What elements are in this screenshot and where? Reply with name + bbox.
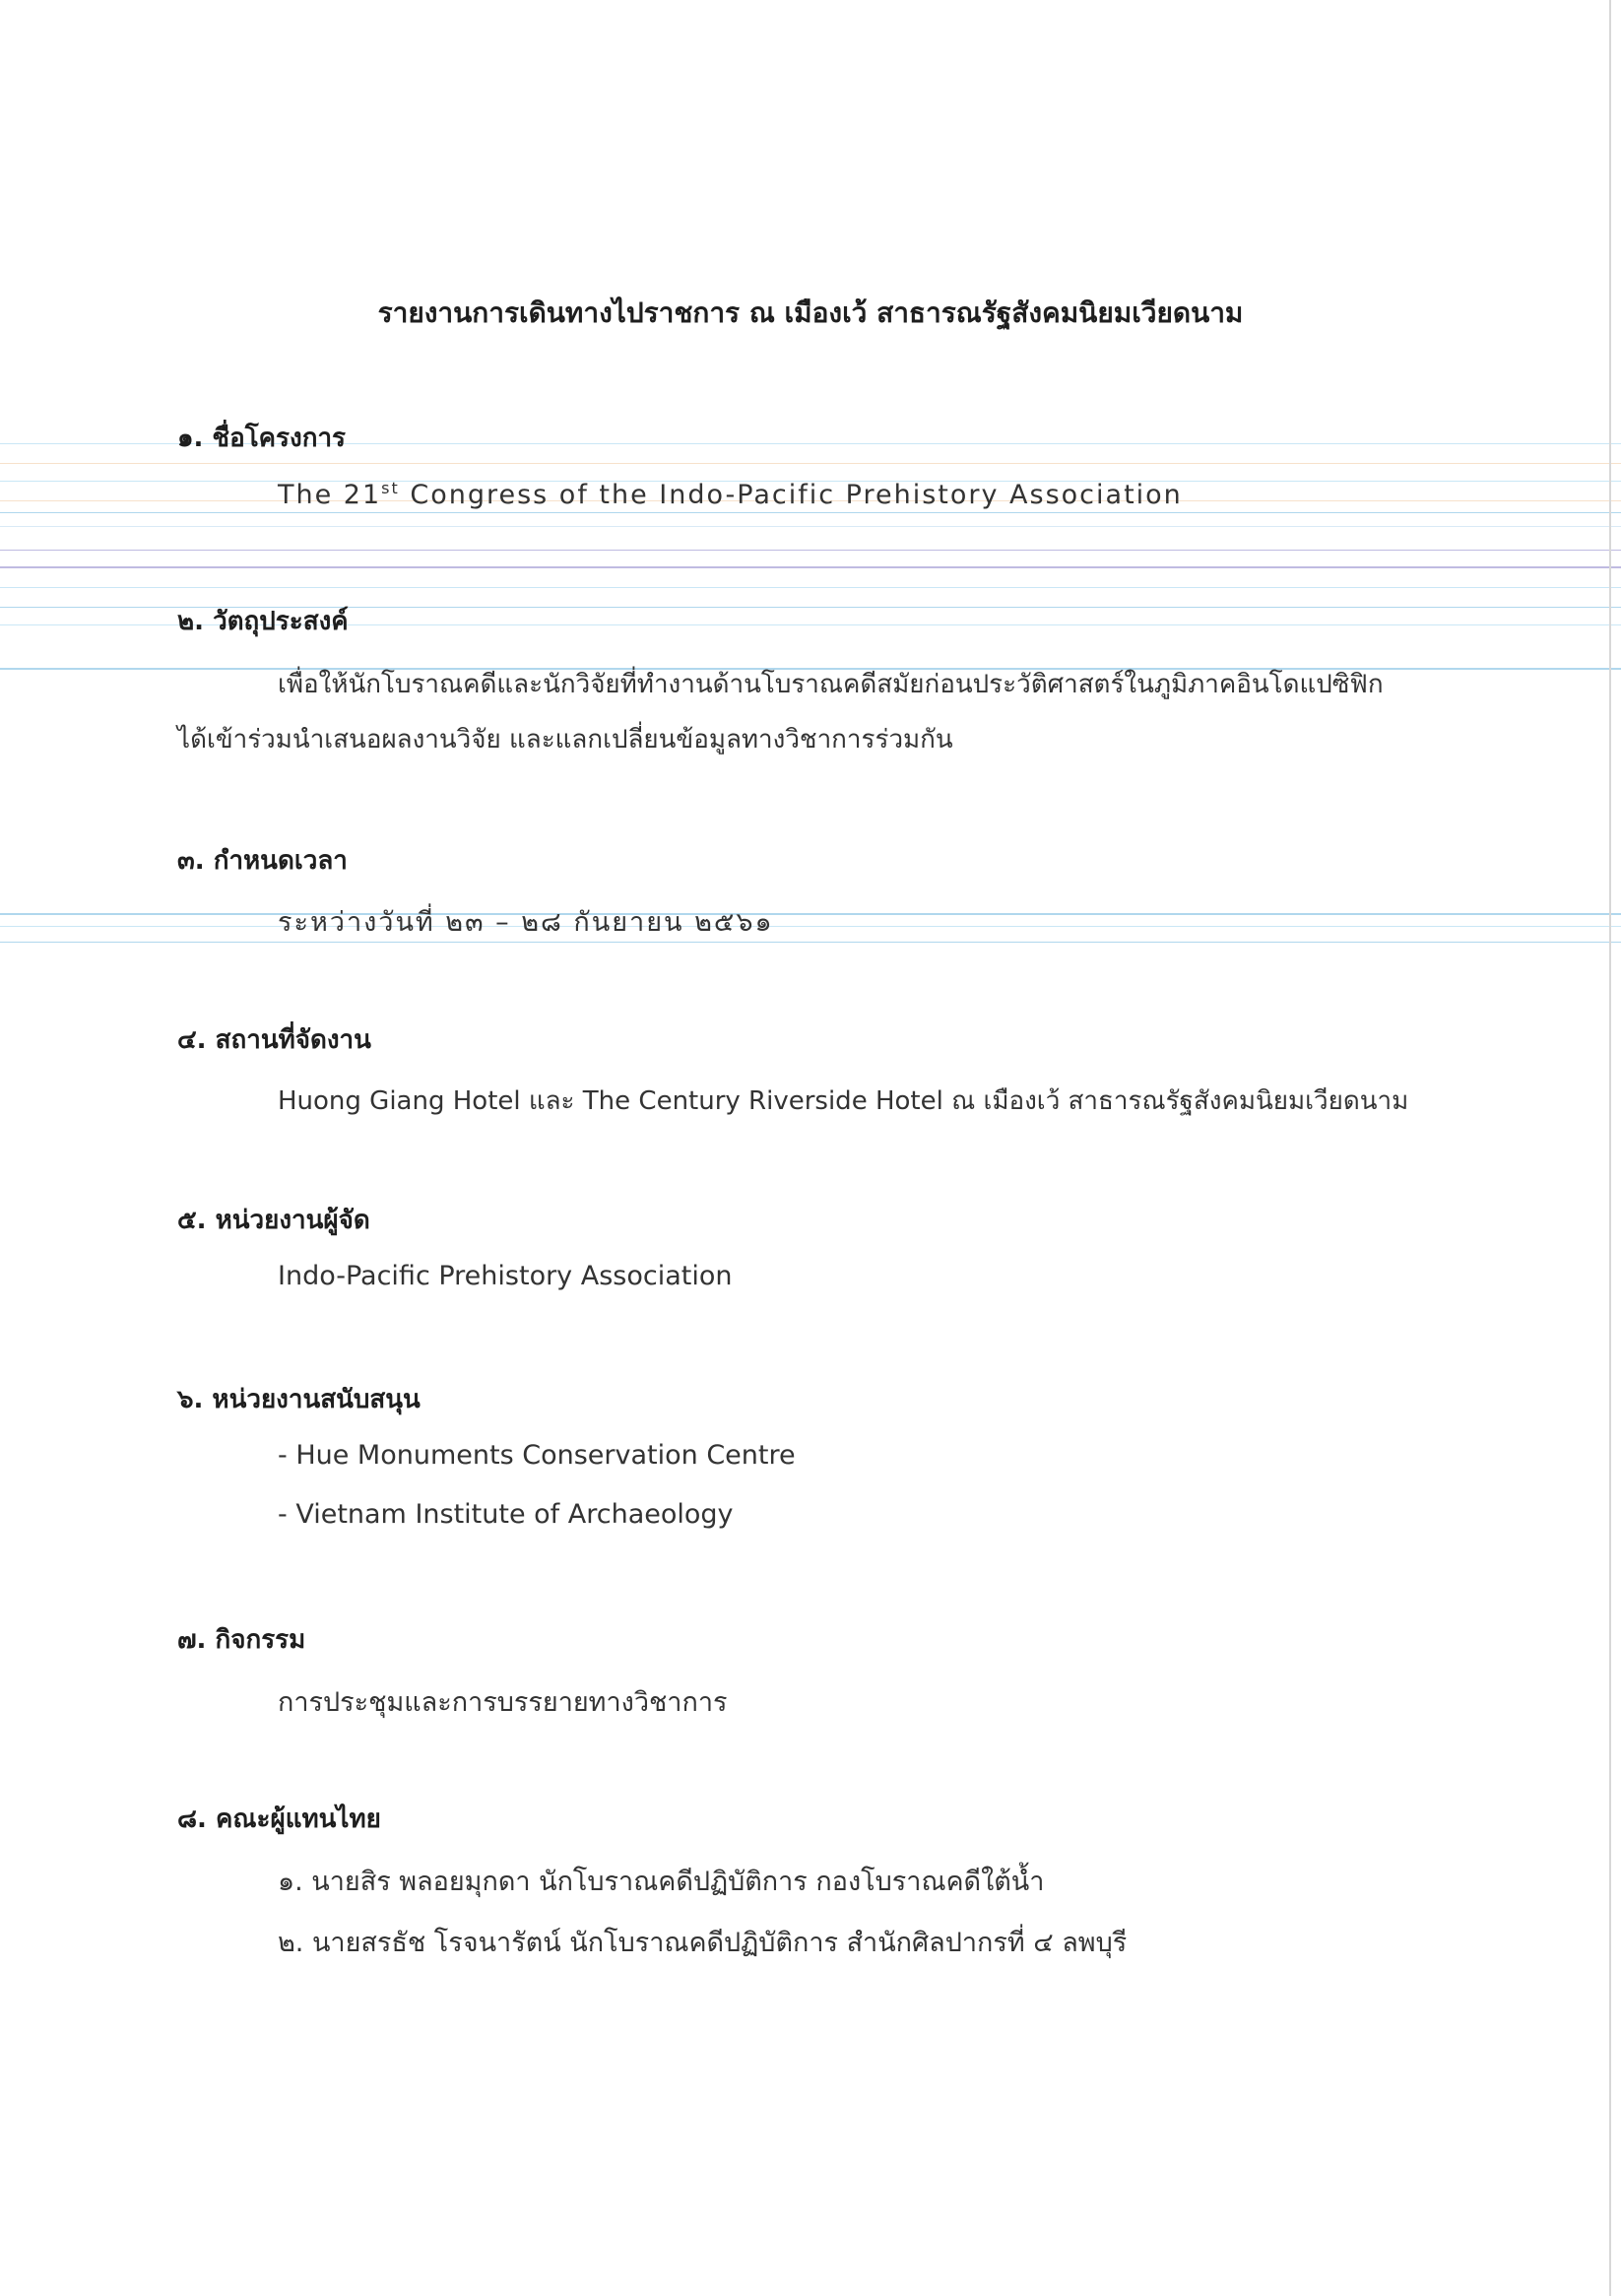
scan-artifact-line <box>0 913 1621 915</box>
scan-artifact-line <box>0 512 1621 513</box>
organizer-text: Indo-Pacific Prehistory Association <box>278 1261 733 1291</box>
scan-artifact-line <box>0 926 1621 927</box>
objective-line-2: ได้เข้าร่วมนำเสนอผลงานวิจัย และแลกเปลี่ยนข้อมูลทางวิชาการร่วมกัน <box>177 725 953 754</box>
project-name <box>278 480 1183 510</box>
scan-artifact-line <box>0 566 1621 568</box>
supporter-item-1: - Hue Monuments Conservation Centre <box>278 1440 796 1471</box>
scan-artifact-line <box>0 463 1621 464</box>
section-7-heading: ๗. กิจกรรม <box>177 1625 306 1655</box>
section-3-heading: ๓. กำหนดเวลา <box>177 846 348 876</box>
schedule-text: ระหว่างวันที่ ๒๓ – ๒๘ กันยายน ๒๕๖๑ <box>278 907 774 938</box>
scan-artifact-line <box>0 550 1621 551</box>
section-6-heading: ๖. หน่วยงานสนับสนุน <box>177 1385 421 1414</box>
scan-artifact-line <box>0 526 1621 527</box>
supporter-item-2: - Vietnam Institute of Archaeology <box>278 1499 734 1530</box>
project-name-suffix: Congress of the Indo-Pacific Prehistory Association <box>399 480 1183 510</box>
section-5-heading: ๕. หน่วยงานผู้จัด <box>177 1206 370 1235</box>
scan-artifact-line <box>0 587 1621 588</box>
delegate-item-1: ๑. นายสิร พลอยมุกดา นักโบราณคดีปฏิบัติการ กองโบราณคดีใต้น้ำ <box>278 1867 1045 1897</box>
activity-text: การประชุมและการบรรยายทางวิชาการ <box>278 1687 728 1718</box>
section-4-heading: ๔. สถานที่จัดงาน <box>177 1025 371 1055</box>
venue-text: Huong Giang Hotel และ The Century Riverside Hotel ณ เมืองเว้ สาธารณรัฐสังคมนิยมเวียดนาม <box>278 1086 1409 1116</box>
section-8-heading: ๘. คณะผู้แทนไทย <box>177 1804 381 1834</box>
project-name-ordinal: st <box>381 479 400 497</box>
section-2-heading: ๒. วัตถุประสงค์ <box>177 607 349 636</box>
delegate-item-2: ๒. นายสรธัช โรจนารัตน์ นักโบราณคดีปฏิบัติการ สำนักศิลปากรที่ ๔ ลพบุรี <box>278 1928 1128 1958</box>
scan-artifact-line <box>0 942 1621 943</box>
project-name-prefix: The 21 <box>278 480 382 510</box>
document-title: รายงานการเดินทางไปราชการ ณ เมืองเว้ สาธารณรัฐสังคมนิยมเวียดนาม <box>377 296 1244 329</box>
section-1-heading: ๑. ชื่อโครงการ <box>177 424 347 453</box>
objective-line-1: เพื่อให้นักโบราณคดีและนักวิจัยที่ทำงานด้านโบราณคดีสมัยก่อนประวัติศาสตร์ในภูมิภาคอินโดแปซิฟิก <box>278 670 1384 699</box>
scan-edge-shadow <box>1609 0 1611 2296</box>
